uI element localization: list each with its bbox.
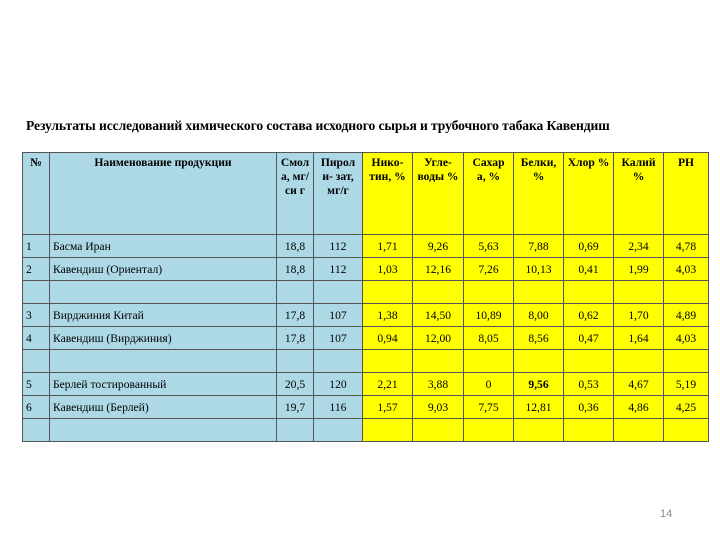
cell-sugar: 7,26 (464, 258, 514, 281)
cell-nicotine: 1,71 (363, 235, 413, 258)
cell-resin: 17,8 (277, 327, 314, 350)
cell-pyrolizate: 116 (314, 396, 363, 419)
cell-sugar: 0 (464, 373, 514, 396)
cell-protein: 8,56 (514, 327, 564, 350)
table-row (23, 258, 709, 281)
header-num: № (23, 153, 50, 235)
cell-chlorine: 0,62 (564, 304, 614, 327)
cell-num: 6 (23, 396, 50, 419)
cell-carbs: 9,03 (413, 396, 464, 419)
cell-resin: 18,8 (277, 235, 314, 258)
cell-carbs: 12,00 (413, 327, 464, 350)
cell-resin: 19,7 (277, 396, 314, 419)
cell-carbs: 12,16 (413, 258, 464, 281)
cell-chlorine: 0,47 (564, 327, 614, 350)
cell-protein: 9,56 (514, 373, 564, 396)
cell-name: Кавендиш (Ориентал) (50, 258, 277, 281)
cell-chlorine: 0,41 (564, 258, 614, 281)
cell-ph: 4,78 (664, 235, 709, 258)
table-row-empty (23, 281, 709, 304)
table-row (23, 373, 709, 396)
cell-num: 5 (23, 373, 50, 396)
cell-resin: 18,8 (277, 258, 314, 281)
cell-nicotine: 1,38 (363, 304, 413, 327)
header-carbs: Угле- воды % (413, 153, 464, 235)
cell-resin: 20,5 (277, 373, 314, 396)
cell-num: 3 (23, 304, 50, 327)
header-pyrolizate: Пирол и- зат, мг/г (314, 153, 363, 235)
cell-resin: 17,8 (277, 304, 314, 327)
cell-ph: 4,03 (664, 258, 709, 281)
cell-name: Басма Иран (50, 235, 277, 258)
cell-carbs: 14,50 (413, 304, 464, 327)
cell-carbs: 9,26 (413, 235, 464, 258)
cell-ph: 4,03 (664, 327, 709, 350)
cell-potassium: 2,34 (614, 235, 664, 258)
cell-ph: 4,25 (664, 396, 709, 419)
cell-sugar: 7,75 (464, 396, 514, 419)
cell-sugar: 10,89 (464, 304, 514, 327)
cell-name: Вирджиния Китай (50, 304, 277, 327)
cell-pyrolizate: 112 (314, 258, 363, 281)
cell-pyrolizate: 120 (314, 373, 363, 396)
cell-nicotine: 2,21 (363, 373, 413, 396)
page-number: 14 (660, 508, 673, 520)
cell-name: Берлей тостированный (50, 373, 277, 396)
slide-title: Результаты исследований химического состава исходного сырья и трубочного табака Кавендиш (26, 118, 610, 133)
cell-nicotine: 0,94 (363, 327, 413, 350)
header-name: Наименование продукции (50, 153, 277, 235)
header-ph: PH (664, 153, 709, 235)
table-row (23, 235, 709, 258)
cell-protein: 8,00 (514, 304, 564, 327)
cell-chlorine: 0,53 (564, 373, 614, 396)
cell-name: Кавендиш (Вирджиния) (50, 327, 277, 350)
cell-potassium: 4,67 (614, 373, 664, 396)
cell-num: 4 (23, 327, 50, 350)
cell-protein: 7,88 (514, 235, 564, 258)
cell-chlorine: 0,36 (564, 396, 614, 419)
cell-ph: 4,89 (664, 304, 709, 327)
cell-sugar: 5,63 (464, 235, 514, 258)
cell-num: 1 (23, 235, 50, 258)
header-chlorine: Хлор % (564, 153, 614, 235)
cell-potassium: 1,99 (614, 258, 664, 281)
cell-protein: 12,81 (514, 396, 564, 419)
cell-name: Кавендиш (Берлей) (50, 396, 277, 419)
cell-potassium: 1,70 (614, 304, 664, 327)
cell-carbs: 3,88 (413, 373, 464, 396)
cell-potassium: 4,86 (614, 396, 664, 419)
cell-protein: 10,13 (514, 258, 564, 281)
cell-pyrolizate: 107 (314, 327, 363, 350)
table-row-empty (23, 350, 709, 373)
header-resin: Смол а, мг/си г (277, 153, 314, 235)
cell-ph: 5,19 (664, 373, 709, 396)
cell-potassium: 1,64 (614, 327, 664, 350)
table-row-empty (23, 419, 709, 442)
cell-nicotine: 1,03 (363, 258, 413, 281)
chemical-composition-table (22, 152, 709, 442)
cell-sugar: 8,05 (464, 327, 514, 350)
table-row (23, 304, 709, 327)
header-potassium: Калий % (614, 153, 664, 235)
table-header-row (23, 153, 709, 235)
header-protein: Белки, % (514, 153, 564, 235)
header-nicotine: Нико- тин, % (363, 153, 413, 235)
cell-num: 2 (23, 258, 50, 281)
header-sugar: Сахар а, % (464, 153, 514, 235)
table-row (23, 327, 709, 350)
cell-nicotine: 1,57 (363, 396, 413, 419)
cell-pyrolizate: 107 (314, 304, 363, 327)
cell-chlorine: 0,69 (564, 235, 614, 258)
cell-pyrolizate: 112 (314, 235, 363, 258)
table-row (23, 396, 709, 419)
